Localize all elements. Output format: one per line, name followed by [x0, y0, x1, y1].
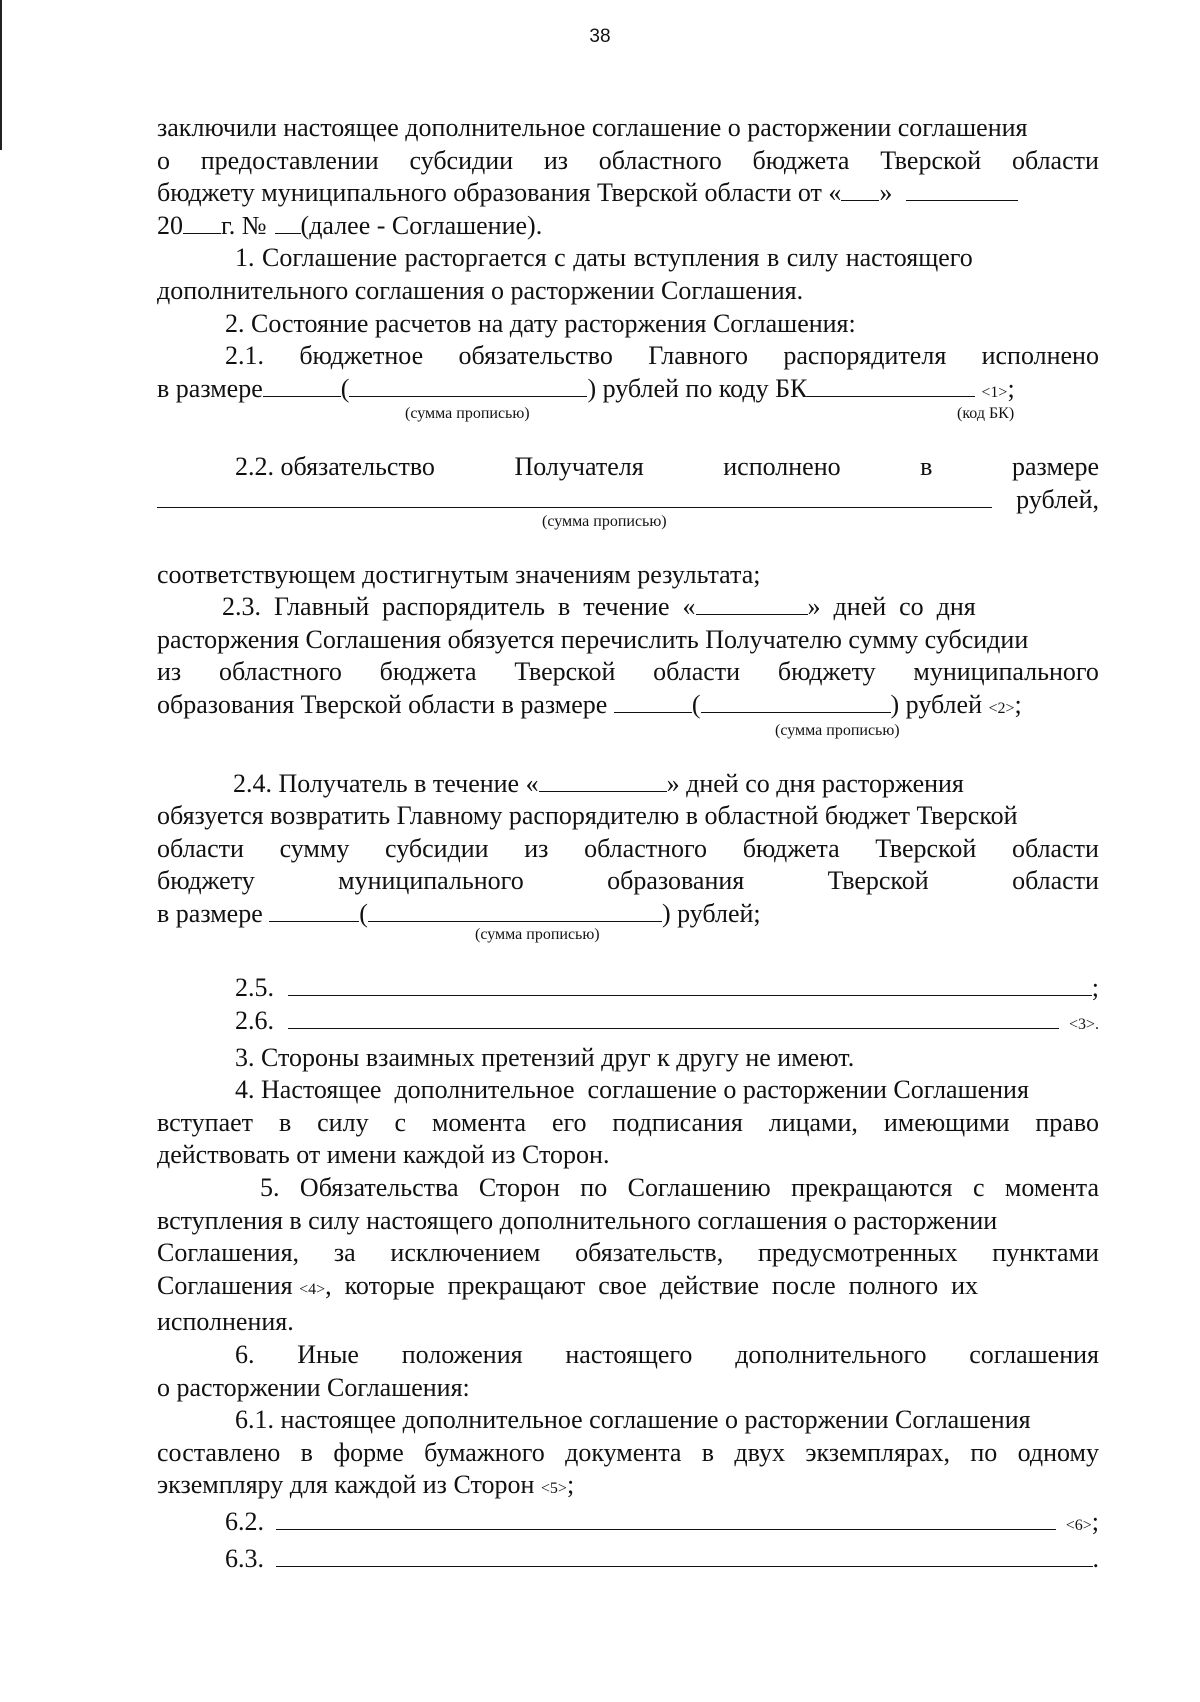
text-fragment: ; [1007, 373, 1015, 403]
word: с [972, 1173, 985, 1203]
word: Обязательства [299, 1173, 459, 1203]
text-fragment: 4. Настоящее дополнительное соглашение о расторжении Соглашения [235, 1075, 1029, 1105]
text-fragment: расторжения Соглашения обязуется перечислить Получателю сумму субсидии [157, 624, 1029, 654]
text-fragment: 2. Состояние расчетов на дату расторжения Соглашения: [225, 308, 856, 338]
word: одному [1017, 1437, 1099, 1467]
field-caption: (сумма прописью) [405, 405, 530, 423]
word: областного [218, 657, 342, 687]
word: 2.2. обязательство [235, 452, 435, 482]
word: Тверской [827, 866, 929, 896]
text-fragment: 2.4. Получатель в течение « [233, 768, 539, 798]
word: положения [401, 1340, 523, 1369]
text-line [157, 112, 1099, 145]
text-line [157, 275, 1099, 308]
word: по [580, 1173, 608, 1203]
text-fragment: ; [1091, 1506, 1099, 1536]
text-fragment: обязуется возвратить Главному распорядителю в областной бюджет Тверской [157, 801, 1018, 831]
text-fragment: ; [1014, 689, 1022, 719]
text-line [157, 898, 1099, 931]
word: бюджета [379, 657, 477, 687]
field-caption: (код БК) [957, 405, 1015, 423]
text-line [157, 1205, 1099, 1238]
blank-field[interactable] [288, 973, 1092, 996]
word: Тверской [875, 833, 977, 863]
word: экземплярах, [805, 1437, 950, 1467]
word: силу [317, 1107, 369, 1137]
text-fragment: 2.5. [235, 973, 274, 1003]
word: 5. [260, 1173, 280, 1203]
paragraph-1 [157, 242, 1099, 275]
word: 2.1. [225, 341, 264, 371]
word: прекращаются [791, 1173, 953, 1203]
caption-row [157, 512, 1099, 539]
word: бюджета [752, 145, 850, 175]
footnote-ref: <2> [988, 699, 1015, 717]
paragraph-6 [157, 1339, 1099, 1372]
word: обязательств, [575, 1238, 724, 1268]
scan-edge-mark [0, 0, 2, 150]
caption-row [157, 721, 1099, 748]
text-fragment: . [1092, 1543, 1099, 1573]
field-caption: (сумма прописью) [775, 721, 900, 739]
text-fragment: рублей, [1016, 484, 1099, 514]
word: лицами, [768, 1107, 858, 1137]
text-line [157, 1372, 1099, 1405]
word: из [543, 145, 569, 175]
word: муниципального [913, 657, 1099, 687]
word: вступает [157, 1107, 254, 1137]
word: бюджету [157, 866, 255, 896]
paragraph-2-2 [157, 451, 1099, 484]
word: составлено [157, 1437, 281, 1467]
text-fragment: 2.6. [235, 1006, 274, 1036]
text-fragment: Соглашения [157, 1270, 300, 1300]
item-6-2 [157, 1506, 1099, 1543]
text-fragment: ) рублей; [661, 898, 761, 928]
word: право [1035, 1107, 1099, 1137]
kbk-field[interactable] [807, 374, 975, 397]
word: момента [1004, 1173, 1099, 1203]
text-fragment: заключили настоящее дополнительное соглашение о расторжении соглашения [157, 113, 1028, 142]
text-line [157, 1469, 1099, 1506]
text-fragment: в размере [157, 373, 263, 403]
word: момента [431, 1107, 527, 1137]
text-fragment: бюджету муниципального образования Тверской области от « [157, 178, 842, 208]
word: в [278, 1107, 292, 1137]
field-caption: (сумма прописью) [475, 926, 600, 944]
text-fragment: 6.3. [225, 1543, 264, 1573]
word: подписания [612, 1107, 743, 1137]
text-fragment: соответствующем достигнутым значениям результата; [157, 559, 761, 589]
text-fragment: 20 [157, 210, 183, 240]
word: области [157, 833, 244, 863]
word: Иные [297, 1340, 359, 1369]
word: дополнительного [735, 1340, 927, 1369]
footnote-ref: <6> [1065, 1516, 1092, 1534]
blank-field[interactable] [275, 211, 301, 234]
word: областного [598, 145, 722, 175]
amount-field[interactable] [263, 374, 341, 397]
word: обязательство [458, 341, 613, 371]
text-fragment: 1. Соглашение расторгается с даты вступления в силу настоящего [235, 243, 973, 273]
paragraph-3 [157, 1042, 1099, 1075]
word: пунктами [992, 1238, 1099, 1268]
word: двух [734, 1437, 785, 1467]
text-line [157, 373, 1099, 410]
word: с [394, 1107, 407, 1137]
text-line [157, 689, 1099, 726]
word: соглашения [969, 1340, 1099, 1369]
word: предусмотренных [757, 1238, 958, 1268]
text-fragment: г. № [221, 210, 267, 240]
blank-field[interactable] [276, 1507, 1056, 1530]
word: областного [584, 833, 708, 863]
days-field[interactable] [539, 769, 667, 792]
amount-field[interactable] [269, 899, 359, 922]
word: из [157, 657, 182, 687]
amount-words-field[interactable] [157, 485, 992, 508]
word: размере [1012, 452, 1099, 482]
text-fragment: исполнения. [157, 1307, 294, 1337]
word: Получателя [514, 452, 644, 482]
word: настоящего [565, 1340, 693, 1369]
paragraph-2-3 [157, 591, 1099, 624]
text-line-justified [157, 656, 1099, 689]
text-fragment: » дней со дня расторжения [666, 768, 964, 798]
paragraph-5 [157, 1172, 1099, 1205]
word: бумажного [424, 1437, 545, 1467]
text-fragment: ) рублей [890, 689, 989, 719]
footnote-ref: <3>. [1068, 1016, 1099, 1034]
text-fragment: » [879, 178, 893, 208]
text-fragment: ) рублей по коду БК [587, 373, 808, 403]
footnote-ref: <1> [981, 383, 1008, 401]
blank-field[interactable] [276, 1544, 1093, 1567]
word: Тверской [514, 657, 616, 687]
word: документа [565, 1437, 682, 1467]
word: его [551, 1107, 587, 1137]
amount-field[interactable] [614, 690, 692, 713]
field-caption: (сумма прописью) [542, 512, 667, 530]
word: бюджету [777, 657, 876, 687]
blank-field[interactable] [183, 211, 221, 234]
document-body [157, 112, 1099, 1575]
word: области [1011, 833, 1099, 863]
text-line [157, 1139, 1099, 1172]
paragraph-2-4 [157, 768, 1099, 801]
word: в [920, 452, 933, 482]
word: исполнено [723, 452, 841, 482]
word: муниципального [338, 866, 524, 896]
word: субсидии [385, 833, 489, 863]
word: бюджетное [299, 341, 424, 371]
word: Главного [648, 341, 749, 371]
text-fragment: » дней со дня [807, 592, 976, 622]
amount-words-field[interactable] [349, 374, 587, 397]
text-fragment: о расторжении Соглашения: [157, 1372, 470, 1402]
text-fragment: экземпляру для каждой из Сторон [157, 1470, 541, 1500]
word: Тверской [880, 145, 982, 175]
text-line [157, 177, 1099, 210]
paragraph-2-1 [157, 340, 1099, 373]
text-line-justified [157, 145, 1099, 178]
word: субсидии [409, 145, 514, 175]
text-line [157, 559, 1099, 592]
text-fragment: образования Тверской области в размере [157, 689, 614, 719]
item-2-6 [157, 1005, 1099, 1042]
word: в [701, 1437, 715, 1467]
word: исполнено [981, 341, 1099, 371]
text-fragment: дополнительного соглашения о расторжении Соглашения. [157, 275, 804, 305]
word: Сторон [478, 1173, 560, 1203]
word: предоставлении [200, 145, 379, 175]
text-line-justified [157, 865, 1099, 898]
text-fragment: , которые прекращают свое действие после полного их [325, 1270, 979, 1300]
text-fragment: (далее - Соглашение). [300, 210, 543, 240]
page-number: 38 [589, 26, 611, 47]
text-fragment: в размере [157, 898, 270, 928]
text-line-justified [157, 833, 1099, 866]
word: форме [333, 1437, 404, 1467]
word: области [1012, 145, 1099, 175]
text-fragment: ( [691, 689, 701, 719]
word: о [157, 145, 170, 175]
word: бюджета [742, 833, 840, 863]
word: области [653, 657, 741, 687]
word: Соглашению [627, 1173, 771, 1203]
text-fragment: 3. Стороны взаимных претензий друг к другу не имеют. [235, 1042, 855, 1072]
paragraph-2 [157, 308, 1099, 341]
paragraph-4 [157, 1074, 1099, 1107]
text-fragment: ( [340, 373, 350, 403]
blank-field[interactable] [906, 178, 1018, 201]
amount-words-field[interactable] [368, 899, 662, 922]
word: по [970, 1437, 998, 1467]
text-line [157, 624, 1099, 657]
text-fragment: вступления в силу настоящего дополнительного соглашения о расторжении [157, 1205, 998, 1235]
item-2-5 [157, 972, 1099, 1005]
word: области [1012, 866, 1099, 896]
blank-field[interactable] [288, 1006, 1059, 1029]
footnote-ref: <4> [299, 1280, 326, 1298]
paragraph-6-1 [157, 1404, 1099, 1437]
word: исключением [390, 1238, 541, 1268]
word: из [524, 833, 549, 863]
word: образования [607, 866, 745, 896]
text-line [157, 1306, 1099, 1339]
word: за [333, 1238, 356, 1268]
footnote-ref: <5> [540, 1480, 567, 1498]
word: в [300, 1437, 313, 1467]
text-line [157, 210, 1099, 243]
caption-row [157, 926, 1099, 952]
caption-row [157, 405, 1099, 431]
days-field[interactable] [696, 592, 808, 615]
text-fragment: 2.3. Главный распорядитель в течение « [222, 592, 696, 622]
word: сумму [279, 833, 350, 863]
text-fragment: 6.1. настоящее дополнительное соглашение о расторжении Соглашения [235, 1405, 1031, 1435]
word: Соглашения, [157, 1238, 300, 1268]
text-fragment: ; [1091, 973, 1099, 1003]
text-fragment: 6.2. [225, 1506, 264, 1536]
word: имеющими [883, 1107, 1010, 1137]
text-line-justified [157, 1107, 1099, 1140]
text-line [157, 800, 1099, 833]
amount-words-field[interactable] [701, 690, 891, 713]
text-fragment: ( [359, 898, 368, 928]
text-fragment: ; [566, 1470, 575, 1500]
item-6-3 [157, 1543, 1099, 1576]
blank-field[interactable] [841, 178, 879, 201]
text-line-justified [157, 1437, 1099, 1470]
text-line [157, 1270, 1099, 1307]
word: 6. [235, 1340, 255, 1369]
text-line-justified [157, 1237, 1099, 1270]
text-fragment: действовать от имени каждой из Сторон. [157, 1140, 610, 1170]
word: распорядителя [783, 341, 947, 371]
